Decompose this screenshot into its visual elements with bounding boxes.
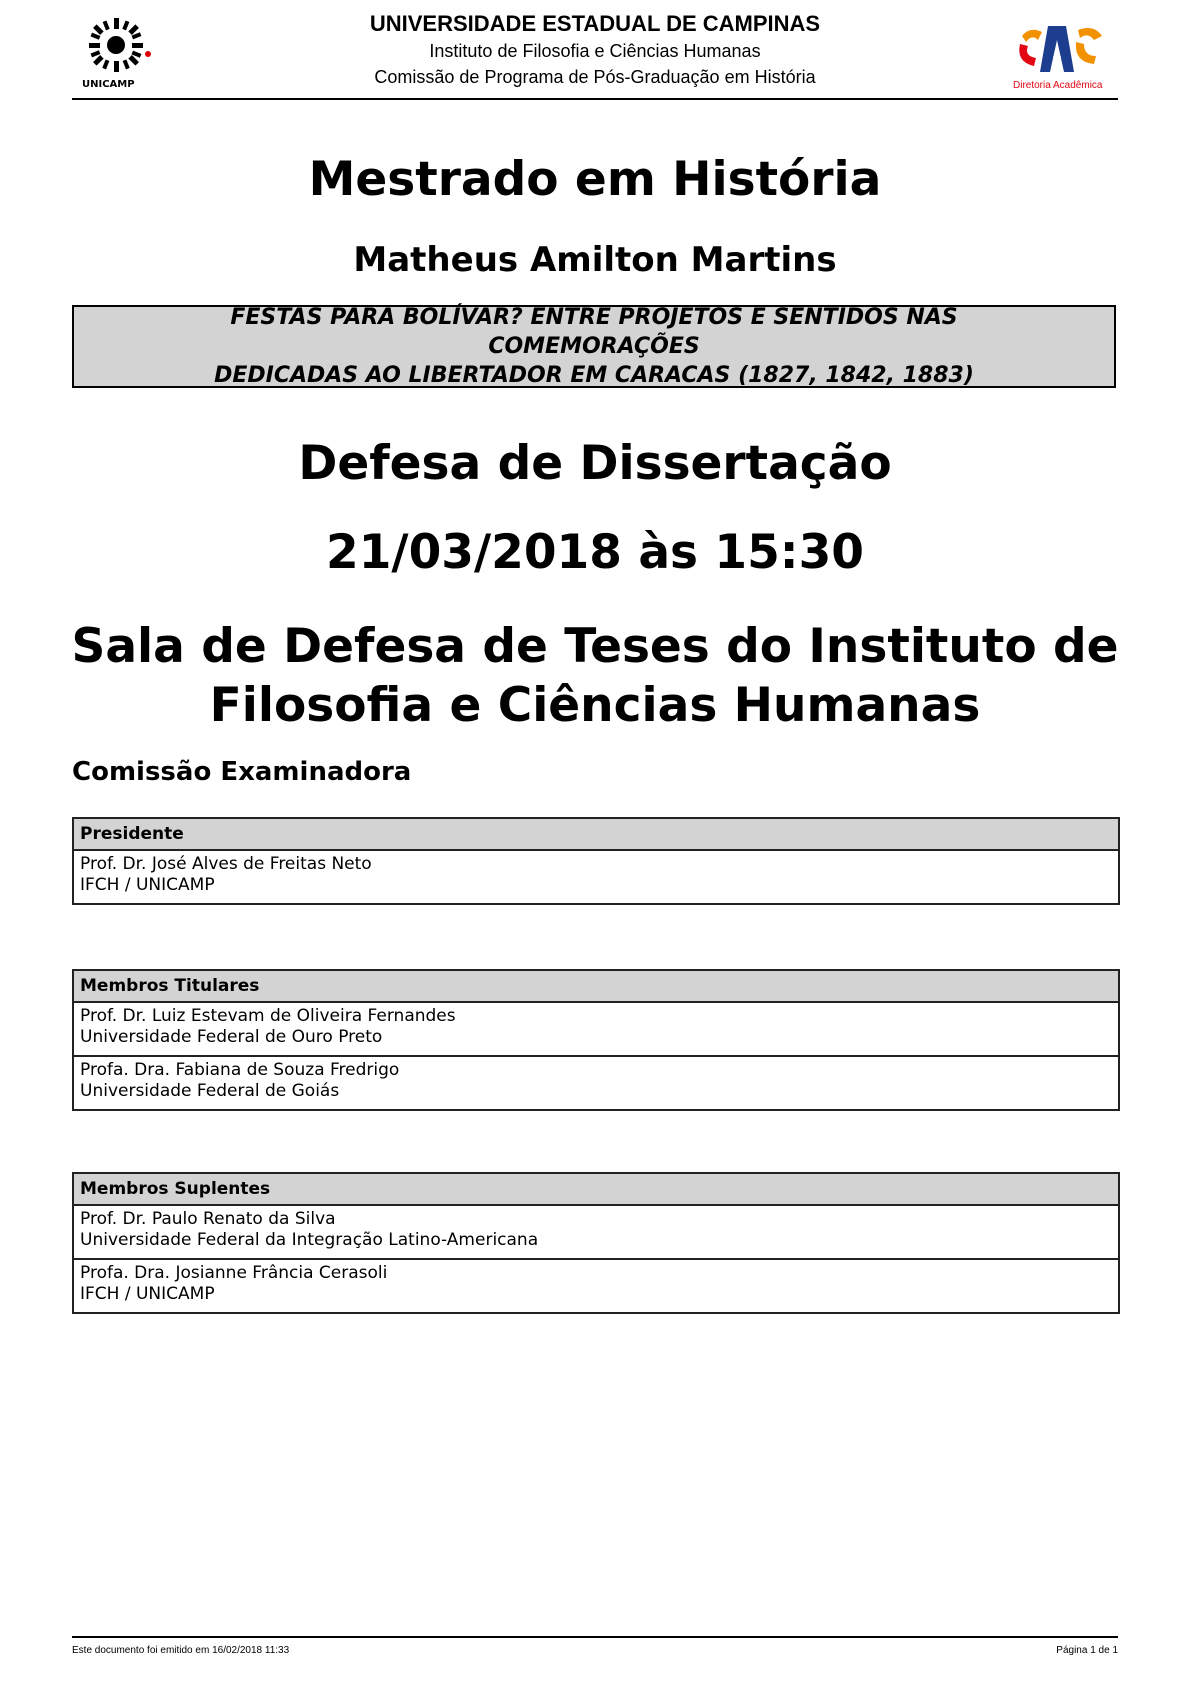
member-name: Profa. Dra. Josianne Frância Cerasoli bbox=[80, 1263, 388, 1283]
table-row bbox=[73, 1205, 1119, 1259]
location-line2: Filosofia e Ciências Humanas bbox=[209, 678, 981, 733]
table-header: Membros Titulares bbox=[73, 970, 1119, 1002]
student-name: Matheus Amilton Martins bbox=[353, 240, 837, 280]
committee-heading: Comissão Examinadora bbox=[72, 757, 412, 787]
member-name: Prof. Dr. José Alves de Freitas Neto bbox=[80, 854, 372, 874]
member-name: Profa. Dra. Fabiana de Souza Fredrigo bbox=[80, 1060, 400, 1080]
table-row bbox=[73, 850, 1119, 904]
event-type: Defesa de Dissertação bbox=[298, 436, 892, 491]
program-title: Mestrado em História bbox=[308, 152, 882, 207]
table-row bbox=[73, 1056, 1119, 1110]
event-location bbox=[0, 617, 1190, 735]
event-datetime: 21/03/2018 às 15:30 bbox=[326, 525, 864, 580]
location-line1: Sala de Defesa de Teses do Instituto de bbox=[71, 619, 1119, 674]
page-number: Página 1 de 1 bbox=[1056, 1645, 1118, 1656]
institute-name: Instituto de Filosofia e Ciências Humanas bbox=[429, 41, 761, 61]
member-institution: Universidade Federal da Integração Latino-Americana bbox=[80, 1230, 539, 1250]
svg-text:UNICAMP: UNICAMP bbox=[82, 79, 135, 90]
svg-text:Diretoria Acadêmica: Diretoria Acadêmica bbox=[1013, 80, 1103, 91]
thesis-title-box bbox=[72, 305, 1116, 388]
table-header: Membros Suplentes bbox=[73, 1173, 1119, 1205]
suplentes-table bbox=[72, 1172, 1120, 1314]
emission-note: Este documento foi emitido em 16/02/2018 11:33 bbox=[72, 1645, 290, 1656]
member-institution: Universidade Federal de Ouro Preto bbox=[80, 1027, 383, 1047]
university-name: UNIVERSIDADE ESTADUAL DE CAMPINAS bbox=[369, 11, 821, 36]
table-row bbox=[73, 1002, 1119, 1056]
document-header bbox=[72, 8, 1118, 100]
document-footer bbox=[72, 1636, 1118, 1656]
president-table bbox=[72, 817, 1120, 905]
commission-name: Comissão de Programa de Pós-Graduação em História bbox=[374, 67, 816, 87]
thesis-title-line1: FESTAS PARA BOLÍVAR? ENTRE PROJETOS E SENTIDOS NAS COMEMORAÇÕES bbox=[230, 305, 958, 359]
table-header: Presidente bbox=[73, 818, 1119, 850]
member-institution: IFCH / UNICAMP bbox=[80, 1284, 215, 1304]
table-row bbox=[73, 1259, 1119, 1313]
titulares-table bbox=[72, 969, 1120, 1111]
member-name: Prof. Dr. Luiz Estevam de Oliveira Fernandes bbox=[80, 1006, 456, 1026]
diretoria-academica-logo bbox=[1008, 18, 1118, 98]
member-name: Prof. Dr. Paulo Renato da Silva bbox=[80, 1209, 336, 1229]
thesis-title-line2: DEDICADAS AO LIBERTADOR EM CARACAS (1827, 1842, 1883) bbox=[214, 363, 974, 388]
member-institution: IFCH / UNICAMP bbox=[80, 875, 215, 895]
member-institution: Universidade Federal de Goiás bbox=[80, 1081, 340, 1101]
